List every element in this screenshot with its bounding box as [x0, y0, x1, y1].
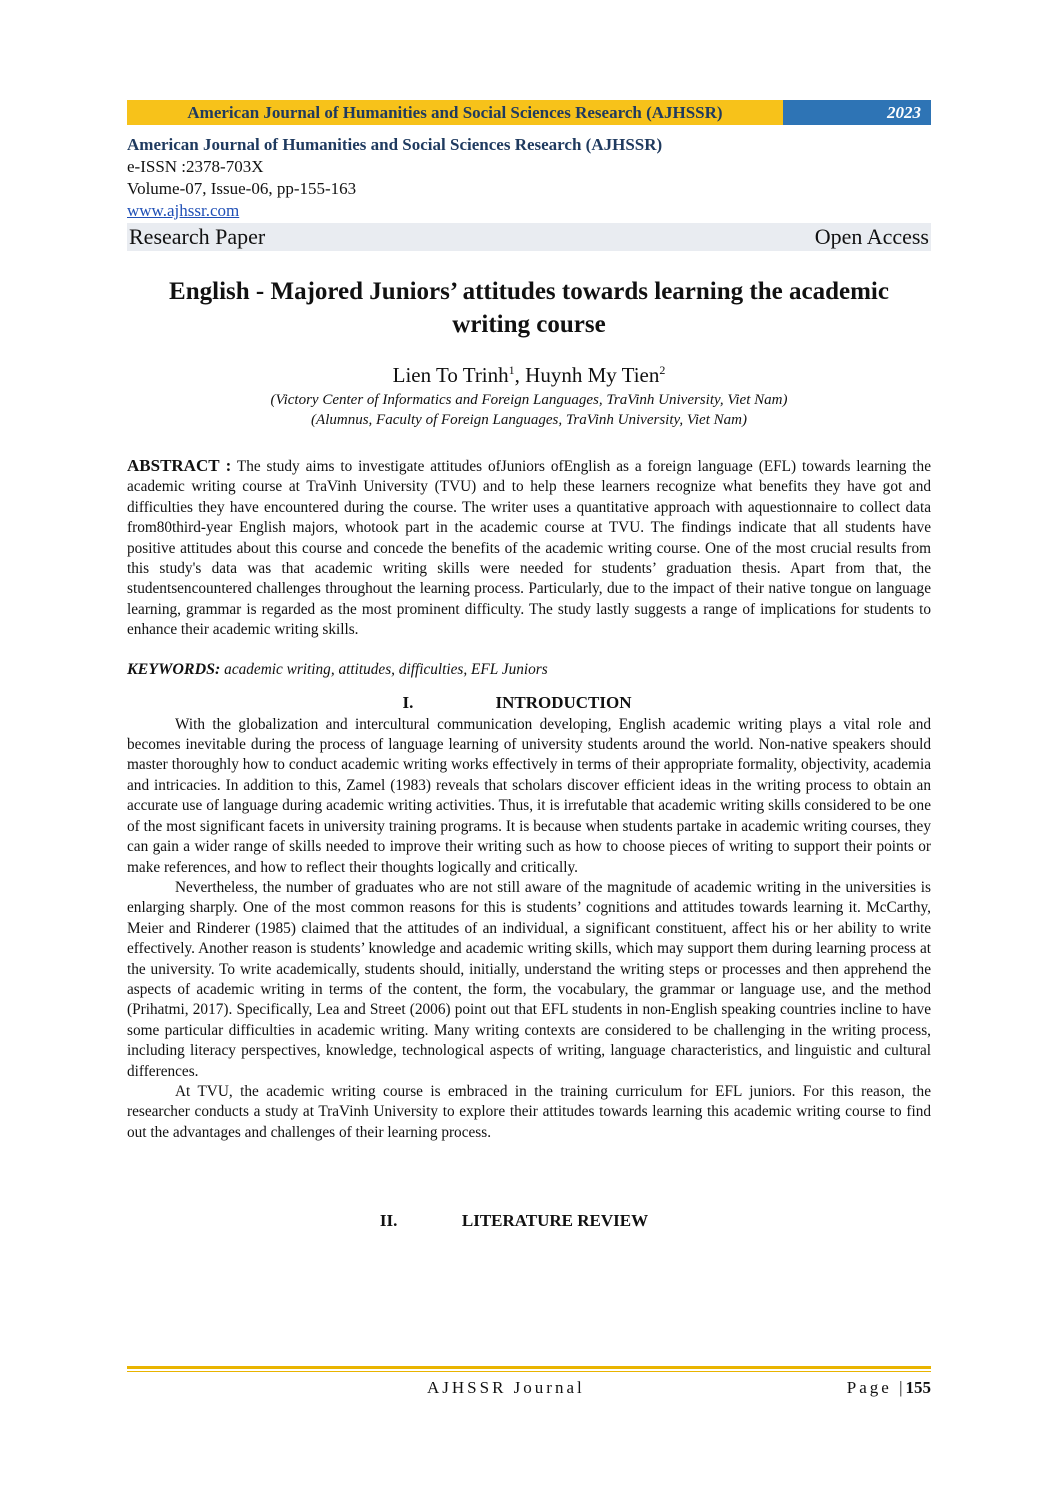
section-number: I. — [402, 692, 414, 712]
affiliation-2: (Alumnus, Faculty of Foreign Languages, TraVinh University, Viet Nam) — [311, 412, 747, 428]
footer-rule — [127, 1366, 931, 1369]
paragraph: At TVU, the academic writing course is embraced in the training curriculum for EFL juniors. For this reason, the researcher conducts a study at TraVinh University to explore their attitudes towards learning this academic writing course to find out the advantages and challenges of their learning process. — [127, 1082, 931, 1141]
section-heading-introduction — [127, 693, 931, 713]
affiliation-1: (Victory Center of Informatics and Foreign Languages, TraVinh University, Viet Nam) — [270, 392, 788, 408]
footer-journal: AJHSSR Journal — [427, 1378, 585, 1397]
eissn: e-ISSN :2378-703X — [127, 157, 264, 176]
author-1-sup: 1 — [508, 363, 515, 377]
page-label: Page | — [846, 1378, 906, 1397]
author-separator: , — [514, 363, 526, 387]
author-2-sup: 2 — [659, 363, 666, 377]
abstract — [127, 456, 931, 641]
introduction-body — [127, 715, 931, 1144]
website-link[interactable]: www.ajhssr.com — [127, 201, 240, 220]
section-title: LITERATURE REVIEW — [461, 1211, 649, 1231]
section-heading-literature-review — [127, 1211, 931, 1231]
keywords — [127, 661, 931, 679]
paper-page — [127, 100, 931, 1231]
paragraph: With the globalization and intercultural communication developing, English academic writing plays a vital role and becomes inevitable during the process of language learning of university students around the world. Non-native speakers should master thoroughly how to conduct academic writing works effectively in terms of their appropriate formality, objectivity, academia and intricacies. In addition to this, Zamel (1983) reveals that scholars discover efficient ideas in the writing process to obtain an accurate use of language during academic writing activities. Thus, it is irrefutable that academic writing skills considered to be one of the most significant facets in university training programs. It is because when students partake in academic writing courses, they can gain a wider range of skills needed to improve their writing such as how to choose pieces of writing to support their points or make references, and how to reflect their thoughts logically and critically. — [127, 715, 931, 876]
abstract-label: ABSTRACT : — [127, 456, 232, 475]
keywords-text: academic writing, attitudes, difficulties, EFL Juniors — [220, 660, 548, 678]
section-number: II. — [379, 1211, 398, 1231]
journal-name: American Journal of Humanities and Social Sciences Research (AJHSSR) — [127, 135, 663, 154]
page-footer — [127, 1366, 931, 1398]
journal-header-bar — [127, 100, 931, 125]
journal-meta — [127, 134, 931, 222]
journal-header-title: American Journal of Humanities and Social Sciences Research (AJHSSR) — [127, 100, 783, 125]
keywords-label: KEYWORDS: — [127, 660, 221, 678]
author-2: Huynh My Tien — [525, 363, 660, 387]
footer-page — [847, 1378, 931, 1398]
access-type: Open Access — [814, 224, 929, 249]
paragraph: Nevertheless, the number of graduates who are not still aware of the magnitude of academic writing in the universities is enlarging sharply. One of the most common reasons for this is students’ cognitions and attitudes towards learning it. McCarthy, Meier and Rinderer (1985) claimed that the attitudes of an individual, a significant constituent, affect his or her ability to write effectively. Another reason is students’ knowledge and academic writing skills, which may support them during learning process at the university. To write academically, students should, initially, understand the writing steps or processes and then apprehend the aspects of academic writing in terms of the content, the form, the vocabulary, the grammar or language use, and the method (Prihatmi, 2017). Specifically, Lea and Street (2006) point out that EFL students in non-English speaking countries incline to have some particular difficulties in academic writing. Many writing contexts are considered to be challenging in the writing process, including literacy perspectives, knowledge, technological aspects of writing, language characteristics, and linguistic and cultural differences. — [127, 878, 931, 1080]
authors — [127, 363, 931, 388]
paper-title: English - Majored Juniors’ attitudes towards learning the academic writing course — [169, 278, 889, 338]
section-title: INTRODUCTION — [495, 692, 632, 712]
volume-info: Volume-07, Issue-06, pp-155-163 — [127, 179, 357, 198]
article-type: Research Paper — [129, 224, 266, 249]
author-1: Lien To Trinh — [392, 363, 509, 387]
footer-rule-thin — [127, 1371, 931, 1372]
journal-header-year: 2023 — [783, 100, 931, 125]
article-type-bar — [127, 223, 931, 251]
page-number: 155 — [905, 1378, 931, 1397]
abstract-text: The study aims to investigate attitudes ofJuniors ofEnglish as a foreign language (EFL) towards learning the academic writing course at TraVinh University (TVU) and to help these learners recognize what benefits they have got and difficulties they have encountered during the course. The writer uses a quantitative approach with aquestionnaire to collect data from80third-year English majors, whotook part in the academic course at TVU. The findings indicate that all students have positive attitudes about this course and concede the benefits of the academic writing course. One of the most crucial results from this study's data was that academic writing skills were needed for students’ graduation thesis. Apart from that, the studentsencountered challenges throughout the learning process. Particularly, due to the impact of their native tongue on language learning, grammar is regarded as the most prominent difficulty. The study lastly suggests a range of implications for students to enhance their academic writing skills. — [127, 458, 931, 639]
